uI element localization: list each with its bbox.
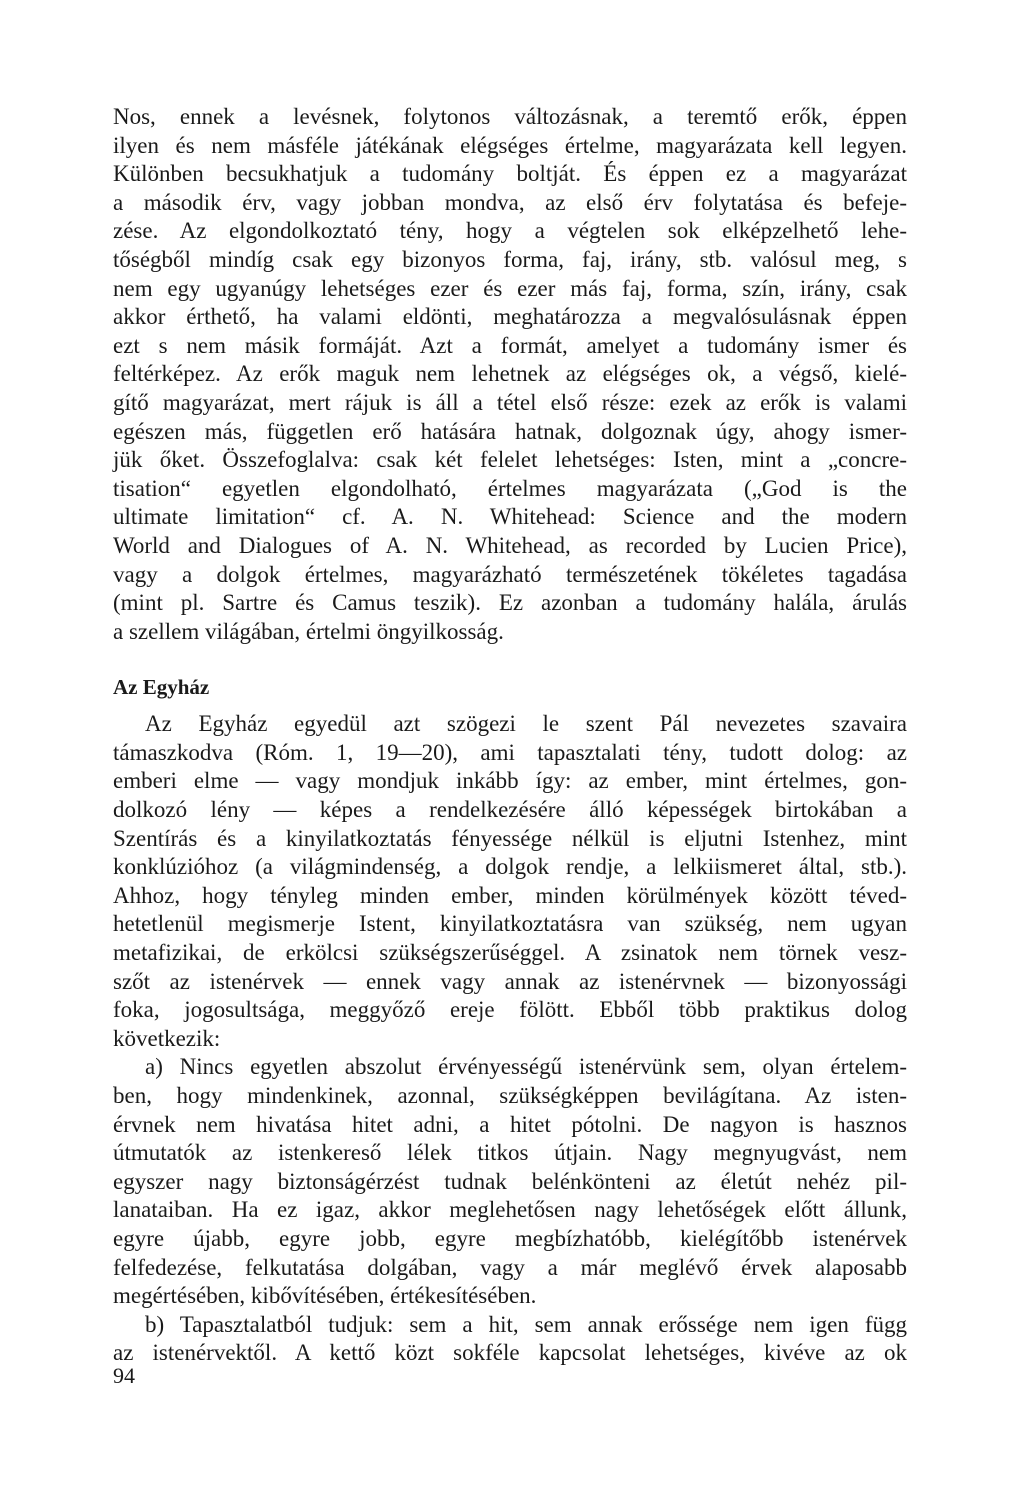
text-line: akkor érthető, ha valami eldönti, meghatározza a megvalósulásnak éppen (113, 304, 907, 330)
text-line: a) Nincs egyetlen abszolut érvényességű istenérvünk sem, olyan értelem- (145, 1054, 907, 1080)
text-line: felfedezése, felkutatása dolgában, vagy a már meglévő érvek alaposabb (113, 1254, 907, 1280)
text-line: zése. Az elgondolkoztató tény, hogy a végtelen sok elképzelhető lehe- (113, 218, 907, 244)
text-line: érvnek nem hivatása hitet adni, a hitet pótolni. De nagyon is hasznos (113, 1111, 907, 1137)
point-b-paragraph (113, 1311, 907, 1368)
section-heading: Az Egyház (113, 675, 210, 700)
text-line: jük őket. Összefoglalva: csak két felelet lehetséges: Isten, mint a „concre- (113, 447, 907, 473)
text-line: egészen más, független erő hatására hatnak, dolgoznak úgy, ahogy ismer- (113, 418, 907, 444)
page-number: 94 (113, 1363, 135, 1388)
text-line: gítő magyarázat, mert rájuk is áll a tétel első része: ezek az erők is valami (113, 389, 907, 415)
point-a-paragraph (113, 1053, 907, 1310)
text-line: az istenérvektől. A kettő közt sokféle kapcsolat lehetséges, kivéve az ok (113, 1340, 907, 1366)
text-line: tisation“ egyetlen elgondolható, értelmes magyarázata („God is the (113, 475, 907, 501)
text-line: a második érv, vagy jobban mondva, az első érv folytatása és befeje- (113, 189, 907, 215)
text-line: feltérképez. Az erők maguk nem lehetnek az elégséges ok, a végső, kielé- (113, 361, 907, 387)
text-line: dolkozó lény — képes a rendelkezésére álló képességek birtokában a (113, 797, 907, 823)
text-line: egyszer nagy biztonságérzést tudnak belénkönteni az életút nehéz pil- (113, 1168, 907, 1194)
text-line: vagy a dolgok értelmes, magyarázható természetének tökéletes tagadása (113, 561, 907, 587)
text-line: megértésében, kibővítésében, értékesítésében. (113, 1283, 537, 1309)
text-line: ben, hogy mindenkinek, azonnal, szükségképpen bevilágítana. Az isten- (113, 1083, 907, 1108)
text-line: foka, jogosultsága, meggyőző ereje fölött. Ebből több praktikus dolog (113, 997, 907, 1023)
text-line: Ahhoz, hogy tényleg minden ember, minden körülmények között téved- (113, 882, 907, 908)
text-line: ultimate limitation“ cf. A. N. Whitehead: Science and the modern (113, 504, 907, 530)
text-line: emberi elme — vagy mondjuk inkább így: az ember, mint értelmes, gon- (113, 768, 907, 794)
intro-paragraph (113, 103, 907, 646)
page-body (113, 103, 907, 1368)
church-paragraph (113, 710, 907, 1053)
text-line: tőségből mindíg csak egy bizonyos forma, faj, irány, stb. valósul meg, s (113, 246, 907, 272)
text-line: (mint pl. Sartre és Camus teszik). Ez azonban a tudomány halála, árulás (113, 590, 907, 616)
text-line: Az Egyház egyedül azt szögezi le szent Pál nevezetes szavaira (145, 711, 907, 737)
text-line: egyre újabb, egyre jobb, egyre megbízhatóbb, kielégítőbb istenérvek (113, 1225, 907, 1251)
text-line: metafizikai, de erkölcsi szükségszerűséggel. A zsinatok nem törnek vesz- (113, 940, 907, 966)
text-line: útmutatók az istenkereső lélek titkos útjain. Nagy megnyugvást, nem (113, 1140, 907, 1166)
text-line: Szentírás és a kinyilatkoztatás fényessége nélkül is eljutni Istenhez, mint (113, 825, 907, 851)
text-line: hetetlenül megismerje Istent, kinyilatkoztatásra van szükség, nem ugyan (113, 911, 907, 937)
text-line: nem egy ugyanúgy lehetséges ezer és ezer más faj, forma, szín, irány, csak (113, 275, 907, 301)
text-line: ilyen és nem másféle játékának elégséges értelme, magyarázata kell legyen. (113, 132, 907, 158)
text-line: Különben becsukhatjuk a tudomány boltját. És éppen ez a magyarázat (113, 161, 907, 187)
text-line: World and Dialogues of A. N. Whitehead, as recorded by Lucien Price), (113, 532, 907, 558)
text-line: támaszkodva (Róm. 1, 19—20), ami tapasztalati tény, tudott dolog: az (113, 739, 907, 765)
text-line: konklúzióhoz (a világmindenség, a dolgok rendje, a lelkiismeret által, stb.). (113, 854, 907, 880)
text-line: szőt az istenérvek — ennek vagy annak az istenérvnek — bizonyossági (113, 968, 907, 994)
text-line: Nos, ennek a levésnek, folytonos változásnak, a teremtő erők, éppen (113, 104, 907, 129)
text-line: a szellem világában, értelmi öngyilkosság. (113, 618, 504, 644)
text-line: b) Tapasztalatból tudjuk: sem a hit, sem annak erőssége nem igen függ (145, 1311, 907, 1337)
text-line: lanataiban. Ha ez igaz, akkor meglehetősen nagy lehetőségek előtt állunk, (113, 1197, 907, 1223)
text-line: következik: (113, 1025, 221, 1051)
text-line: ezt s nem másik formáját. Azt a formát, amelyet a tudomány ismer és (113, 332, 907, 358)
